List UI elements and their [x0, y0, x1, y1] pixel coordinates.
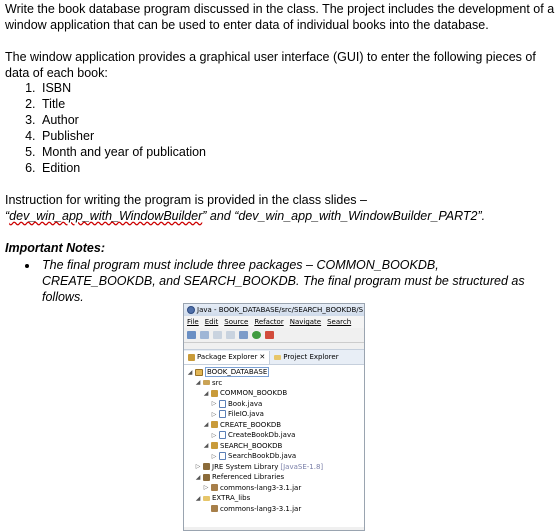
notes-heading: Important Notes: — [5, 241, 105, 255]
expanded-arrow-icon[interactable]: ◢ — [195, 494, 201, 502]
menu-source[interactable]: Source — [224, 318, 249, 326]
instruction-line: Instruction for writing the program is provided in the class slides – — [5, 193, 367, 207]
tree-label: Book.java — [228, 399, 263, 408]
tree-row-file[interactable] — [184, 409, 364, 420]
tree-label: SEARCH_BOOKDB — [220, 441, 283, 450]
list-item: 3. Author — [39, 112, 206, 128]
collapsed-arrow-icon[interactable]: ▷ — [211, 400, 217, 408]
gui-paragraph: The window application provides a graphical user interface (GUI) to enter the following pieces of data of each book: — [5, 50, 536, 80]
tree-label: CreateBookDb.java — [228, 431, 296, 440]
java-file-icon — [219, 431, 226, 439]
expanded-arrow-icon[interactable]: ◢ — [195, 379, 201, 387]
java-file-icon — [219, 452, 226, 460]
list-item: 1. ISBN — [39, 80, 206, 96]
jre-version: [JavaSE-1.8] — [280, 462, 324, 471]
tree-label: COMMON_BOOKDB — [220, 389, 288, 398]
menu-file[interactable]: File — [187, 318, 199, 326]
tree-row-project[interactable] — [184, 367, 364, 378]
package-icon — [211, 442, 218, 449]
data-fields-list — [5, 80, 206, 176]
list-item: 5. Month and year of publication — [39, 144, 206, 160]
tree-row-package[interactable] — [184, 441, 364, 452]
tree-label: FileIO.java — [228, 410, 264, 419]
slide-name-1: dev_win_app_with_WindowBuilder — [9, 208, 203, 223]
tree-label: EXTRA_libs — [212, 494, 251, 503]
tree-row-jar[interactable] — [184, 483, 364, 494]
save-icon[interactable] — [200, 331, 209, 339]
print-icon[interactable] — [213, 331, 222, 339]
intro-paragraph: Write the book database program discussed in the class. The project includes the development of a window application that can be used to enter data of individual books into the database. — [5, 2, 555, 32]
new-icon[interactable] — [187, 331, 196, 339]
tree-row-jre[interactable] — [184, 462, 364, 473]
menu-edit[interactable]: Edit — [204, 318, 219, 326]
eclipse-icon — [187, 306, 195, 314]
package-icon — [211, 390, 218, 397]
expanded-arrow-icon[interactable]: ◢ — [203, 389, 209, 397]
java-file-icon — [219, 410, 226, 418]
tree-row-folder[interactable] — [184, 493, 364, 504]
tree-label: BOOK_DATABASE — [207, 368, 268, 377]
eclipse-screenshot — [183, 303, 365, 531]
tree-label: JRE System Library — [212, 462, 279, 471]
tab-package-explorer[interactable] — [184, 351, 270, 364]
tree-label: src — [212, 378, 223, 387]
jar-icon — [211, 505, 218, 512]
note-item: • The final program must include three packages – COMMON_BOOKDB, CREATE_BOOKDB, and SEARCH_BOOKDB. The final program must be structured as follows. — [39, 257, 549, 305]
tree-row-package[interactable] — [184, 388, 364, 399]
source-folder-icon — [203, 380, 210, 385]
tree-label: commons-lang3-3.1.jar — [220, 483, 302, 492]
project-explorer-icon — [274, 355, 281, 360]
slides-reference — [5, 209, 485, 223]
slide-name-2: ” and “dev_win_app_with_WindowBuilder_PART2”. — [202, 208, 486, 223]
collapsed-arrow-icon[interactable]: ▷ — [203, 484, 209, 492]
tree-label: Referenced Libraries — [212, 473, 285, 482]
expanded-arrow-icon[interactable]: ◢ — [195, 473, 201, 481]
list-item: 6. Edition — [39, 160, 206, 176]
expanded-arrow-icon[interactable]: ◢ — [203, 421, 209, 429]
notes-list — [5, 257, 549, 305]
external-tools-icon[interactable] — [265, 331, 274, 339]
tree-label: commons-lang3-3.1.jar — [220, 504, 302, 513]
package-icon — [211, 421, 218, 428]
window-title: Java - BOOK_DATABASE/src/SEARCH_BOOKDB/S — [197, 306, 364, 314]
instruction-paragraph — [5, 193, 485, 224]
tree-row-src[interactable] — [184, 378, 364, 389]
collapsed-arrow-icon[interactable]: ▷ — [195, 463, 201, 471]
collapsed-arrow-icon[interactable]: ▷ — [211, 410, 217, 418]
tree-row-reflibs[interactable] — [184, 472, 364, 483]
list-item: 2. Title — [39, 96, 206, 112]
close-icon[interactable]: ✕ — [259, 353, 266, 361]
tab-project-explorer[interactable] — [270, 351, 342, 364]
tree-row-file[interactable] — [184, 451, 364, 462]
run-icon[interactable] — [252, 331, 261, 339]
library-icon — [203, 463, 210, 470]
tree-row-file[interactable] — [184, 430, 364, 441]
debug-icon[interactable] — [239, 331, 248, 339]
package-explorer-icon — [188, 354, 195, 361]
project-icon — [195, 369, 203, 376]
eclipse-title-bar — [184, 304, 364, 316]
tree-row-jar[interactable] — [184, 504, 364, 515]
jar-icon — [211, 484, 218, 491]
tree-label: CREATE_BOOKDB — [220, 420, 282, 429]
menu-navigate[interactable]: Navigate — [289, 318, 322, 326]
tree-label: SearchBookDb.java — [228, 452, 297, 461]
list-item: 4. Publisher — [39, 128, 206, 144]
collapsed-arrow-icon[interactable]: ▷ — [211, 452, 217, 460]
tree-row-file[interactable] — [184, 399, 364, 410]
package-tree — [184, 365, 364, 527]
tab-label: Project Explorer — [283, 353, 339, 361]
java-file-icon — [219, 400, 226, 408]
tab-label: Package Explorer — [197, 353, 258, 361]
menu-refactor[interactable]: Refactor — [254, 318, 284, 326]
build-icon[interactable] — [226, 331, 235, 339]
library-icon — [203, 474, 210, 481]
expanded-arrow-icon[interactable]: ◢ — [203, 442, 209, 450]
menu-search[interactable]: Search — [327, 318, 352, 326]
toolbar — [184, 328, 364, 343]
view-tabs — [184, 349, 364, 365]
quote-open: “ — [5, 208, 10, 223]
tree-row-package[interactable] — [184, 420, 364, 431]
collapsed-arrow-icon[interactable]: ▷ — [211, 431, 217, 439]
folder-icon — [203, 496, 210, 501]
menu-bar — [184, 316, 364, 328]
expanded-arrow-icon[interactable]: ◢ — [187, 368, 193, 376]
